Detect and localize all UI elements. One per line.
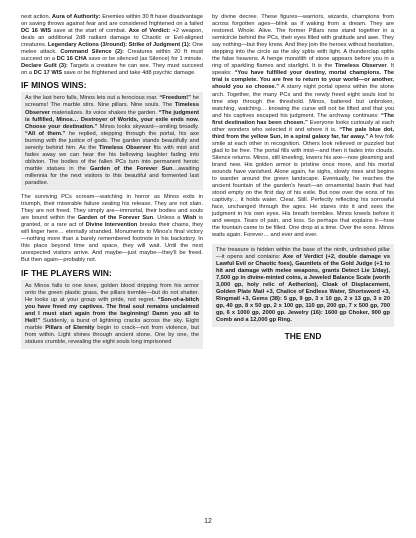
bold-term: “The pale blue dot, third from the yellow Sun, in a spiral galaxy far, far away.” bbox=[212, 126, 394, 140]
bold-term: Garden of the Forever Sun bbox=[90, 165, 173, 172]
players-win-narration: As Minos falls to one knee, golden blood dripping from his armor onto the green plastic grass, the pillars tremble—but do not shatter. He looks up at your group with pride, not regret. “Son-of-a-bitch you have freed my captives. The final soul remains unclaimed and I must start again from the beginning! Damn you all to Hell!” Suddenly, a burst of lightning cracks across the sky. Eight marble Pillars of Eternity begin to crack—not from violence, but from within. Light shines through ancient stone. One by one, the statues crumble, revealing the eight souls long imprisoned bbox=[25, 282, 199, 345]
players-win-boxed-text bbox=[21, 280, 203, 349]
bold-term: Timeless Observer bbox=[25, 102, 199, 116]
the-end-heading: THE END bbox=[284, 331, 322, 342]
bold-term: Timeless Observer bbox=[98, 144, 151, 151]
bold-term: Axe of Verdict (+2, double damage vs Lawful Evil or Chaotic foes), Gauntlets of the Gold Judge (+1 to hit and damage with melee weapons, grants Detect Lie 1/day), 7,500 gp in divine-minted coins, a Jeweled Balance Scale (worth 3,000 gp, holy relic of Aetherion), Cloak of Displacement, Golden Plate Mail +3, Chalice of Endless Water, Shortsword +3, Ringmail +3, Gems (38): 5 gp, 9 gp, 3 x 10 gp, 2 x 13 gp, 3 x 20 gp, 40 gp, 8 x 50 gp, 2 x 100 gp, 110 gp, 200 gp, 7 x 500 gp, 700 gp, 6 x 1000 gp, 2000 gp. Jewelry (16): 1600 gp Choker, 900 gp Comb and a 12,000 gp Ring. bbox=[216, 253, 390, 323]
left-column bbox=[21, 14, 203, 353]
minos-stat-abilities: next action. Aura of Authority: Enemies within 30 ft have disadvantage on saving throws against fear and are considered frightened on a failed DC 16 WIS save at the start of combat. Axe of Verdict: +2 weapon, deals an additional 2d8 radiant damage to Chaotic or Evil-aligned creatures. Legendary Actions (3/round): Strike of Judgment (1): One melee attack. Command Silence (2): Creatures within 20 ft must succeed on a DC 16 CHA save or be silenced (as Silence) for 1 minute. Declare Guilt (3): Targets a creature he can see. They must succeed on a DC 17 WIS save or be frightened and take 4d8 psychic damage. bbox=[21, 14, 204, 77]
bold-term: “All of them.” bbox=[25, 130, 66, 137]
heading-if-minos-wins: IF MINOS WINS: bbox=[21, 80, 87, 91]
treasure-list: The treasure is hidden within the base of the ninth, unfinished pillar—it opens and contains: Axe of Verdict (+2, double damage vs Lawful Evil or Chaotic foes), Gauntlets of the Gold Judge (+1 to hit and damage with melee weapons, grants Detect Lie 1/day), 7,500 gp in divine-minted coins, a Jeweled Balance Scale (worth 3,000 gp, holy relic of Aetherion), Cloak of Displacement, Golden Plate Mail +3, Chalice of Endless Water, Shortsword +3, Ringmail +3, Gems (38): 5 gp, 9 gp, 3 x 10 gp, 2 x 13 gp, 3 x 20 gp, 40 gp, 8 x 50 gp, 2 x 100 gp, 110 gp, 200 gp, 7 x 500 gp, 700 gp, 6 x 1000 gp, 2000 gp. Jewelry (16): 1600 gp Choker, 900 gp Comb and a 12,000 gp Ring. bbox=[216, 246, 390, 323]
page-number: 12 bbox=[204, 518, 212, 525]
minos-wins-narration: As the last hero falls, Minos lets out a ferocious roar. “Freedom!” he screams! The marble stirs. Nine pillars. Nine souls. The Timeless Observer materializes. Its voice shakes the garden. “The judgment is fulfilled, Minos… Destroyer of Worlds, your exile ends now. Choose your destination.” Minos looks skyward—smiling broadly. “All of them.” he replied, stepping through the portal, his axe burning with the justice of gods. The garden stands beautifully and serenly behind him. As the Timeless Observer fits with mist and fades away we can hear the his bellowing laughter fading into oblivion. The bodies of the fallen PCs turn into permanent heroic marble statues in the Garden of the Forever Sun…awaiting millennia for the next visitors to this beautiful and formented last paradise. bbox=[25, 95, 200, 186]
bold-term: Pillars of Eternity bbox=[45, 324, 95, 331]
players-win-continued: by divine decree. These figures—warriors, wizards, champions from across forgotten ages—blink as if waking from a dream. They are restored. Whole. Alive. The former Pillars now stand together in a semicircle behind the PCs, their eyes filled with gratitude and awe. They say nothing—but they know. And they join the heroes without hesitation, stepping into the circle as the sky splits with light. A thunderclap splits the false heavens. A henge monolith of stone appears before you in a ring of sparkling flames and starlight. It is the Timeless Observer. It speaks: “You have fulfilled your destiny, mortal champions. The trial is complete. You are free to return to your world—or another, should you so choose.” A starry night portal opens within the stone arch. Together, the many PCs and the newly freed eight souls lost to time step through the threshold. Minos, battered but unbroken, watching, watching… knowing the curse will not be lifted and that you and his captives escaped his judgment. The archway continues: “The first destination has been chosen.” Everyone looks curiously at each other wonders who selected it and where it is. “The pale blue dot, third from the yellow Sun, in a spiral galaxy far, far away.” A few folk smile at each other in recognition. Others look relieved or puzzled but glad to be free. The portal fills with mist—and then it fades into clouds. Silence returns. Minos, still kneeling, lowers his axe—now gleaming and brand new. His golden armor is pristine once more, and his mortal wounds have vanished. Alone again, he sighs, slowly rises and begins to wander around the green landscape. Eventually, he reaches the ancient fountain of the garden's heart—an ornamental basin that had stood empty on the first day of his exile. But now over the eons of his captivity… it holds water. Clear. Still. Perfectly reflecting his sorrowful face, unchanged through the ages. He stares into it and sees the judgment in his own eyes. His breath trembles. Minos kneels before it and weeps. Tears of pain, and loss. So perhaps that explains it—how the fountain came to be filled. One drop at a time. Over the eons. Minos waits again. Forever… and ever and ever. bbox=[212, 14, 395, 239]
bold-term: “Son-of-a-bitch you have freed my captives. The final soul remains unclaimed and I must start again from the beginning! Damn you all to Hell!” bbox=[25, 296, 199, 324]
bold-term: Garden of the Forever Sun bbox=[77, 215, 154, 222]
bold-term: “You have fulfilled your destiny, mortal champions. The trial is complete. You are free to return to your world—or another, should you so choose.” bbox=[212, 70, 394, 91]
bold-term: Axe of Verdict: bbox=[128, 28, 171, 35]
bold-term: Command Silence (2): bbox=[60, 49, 124, 56]
minos-wins-aftermath: The surviving PCs scream—watching in horror as Minos exits in triumph, their miserable failure sealing his release. They are not slain. They are not freed. They simply are—immortal, their bodies and souls are bound within the Garden of the Forever Sun. Unless a Wish is granted, or a rare act of Divine Intervention breaks their chains, they will linger here… eternally stranded. Monuments to Minos's final victory—nothing more than a barely remembered footnote in his backstory. In this place beyond time and space, they will wait. Until the next unexpected visitors arrive. And maybe—just maybe—they'll be freed. But then again—probably not. bbox=[21, 194, 203, 264]
bold-term: Legendary Actions (3/round): Strike of Judgment (1): bbox=[47, 42, 191, 49]
minos-wins-boxed-text bbox=[21, 92, 203, 190]
bold-term: Declare Guilt (3): bbox=[21, 63, 68, 70]
bold-term: Divine Intervention bbox=[85, 222, 138, 229]
bold-term: “The first destination has been chosen.” bbox=[212, 112, 394, 126]
treasure-boxed-text bbox=[212, 244, 394, 328]
bold-term: “The judgment is fulfilled, Minos… Destroyer of Worlds, your exile ends now. Choose your destination.” bbox=[25, 109, 199, 130]
two-column-layout bbox=[21, 14, 395, 353]
bold-term: Aura of Authority: bbox=[51, 14, 101, 20]
bold-term: DC 16 WIS bbox=[21, 28, 52, 35]
right-column bbox=[212, 14, 394, 353]
bold-term: DC 17 WIS bbox=[33, 70, 63, 77]
bold-term: Wish bbox=[182, 215, 197, 222]
bold-term: Timeless Observer bbox=[334, 63, 387, 70]
bold-term: “Freedom!” bbox=[159, 95, 191, 102]
bold-term: DC 16 CHA bbox=[56, 56, 87, 63]
heading-if-players-win: IF THE PLAYERS WIN: bbox=[21, 267, 112, 278]
